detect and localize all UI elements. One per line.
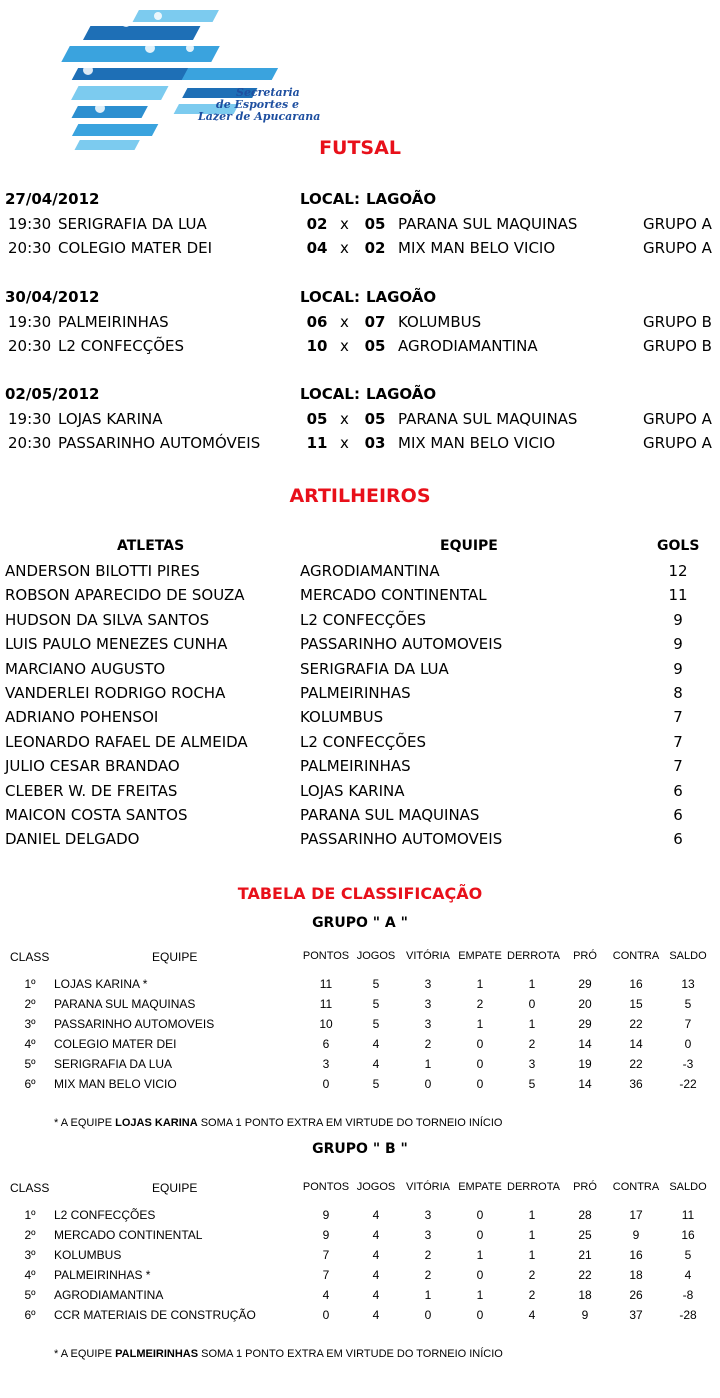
away-team: MIX MAN BELO VICIO xyxy=(398,239,556,257)
standings-row xyxy=(0,1268,720,1288)
home-score: 11 xyxy=(306,434,328,452)
table-header xyxy=(0,950,720,966)
standing-team: MIX MAN BELO VICIO xyxy=(54,1077,177,1091)
standing-pontos: 0 xyxy=(322,1308,330,1322)
scorer-goals: 6 xyxy=(673,830,683,849)
scorer-name: LUIS PAULO MENEZES CUNHA xyxy=(5,635,228,654)
standing-jogos: 4 xyxy=(372,1288,380,1302)
header-contra: CONTRA xyxy=(612,950,660,962)
scorer-row xyxy=(0,562,720,584)
standing-contra: 14 xyxy=(629,1037,643,1051)
standing-saldo: 0 xyxy=(684,1037,692,1051)
standing-derrota: 0 xyxy=(528,997,536,1011)
standing-vitoria: 0 xyxy=(424,1077,432,1091)
standing-empate: 0 xyxy=(476,1057,484,1071)
standing-contra: 22 xyxy=(629,1017,643,1031)
scorer-goals: 8 xyxy=(673,684,683,702)
standing-derrota: 1 xyxy=(528,1228,536,1242)
standing-team: CCR MATERIAIS DE CONSTRUÇÃO xyxy=(54,1308,256,1322)
versus-mark: x xyxy=(340,337,349,355)
standing-pro: 14 xyxy=(578,1037,592,1051)
standing-pro: 25 xyxy=(578,1228,592,1242)
local-value: LAGOÃO xyxy=(365,288,437,306)
standing-pontos: 10 xyxy=(319,1017,333,1031)
standing-derrota: 2 xyxy=(528,1268,536,1282)
scorer-goals: 6 xyxy=(673,781,683,800)
home-score: 05 xyxy=(306,410,328,428)
scorer-name: LEONARDO RAFAEL DE ALMEIDA xyxy=(5,732,248,751)
scorer-row xyxy=(0,757,720,779)
home-score: 10 xyxy=(306,337,328,355)
standing-empate: 1 xyxy=(476,1017,484,1031)
standing-position: 2º xyxy=(24,1228,36,1242)
scorer-team: PALMEIRINHAS xyxy=(300,684,411,702)
standing-derrota: 1 xyxy=(528,1017,536,1031)
standing-pro: 19 xyxy=(578,1057,592,1071)
scorer-name: ADRIANO POHENSOI xyxy=(5,708,159,727)
note-suffix: SOMA 1 PONTO EXTRA EM VIRTUDE DO TORNEIO INÍCIO xyxy=(197,1117,503,1129)
match-date: 02/05/2012 xyxy=(5,385,100,403)
standing-position: 5º xyxy=(24,1288,36,1302)
header-vitoria: VITÓRIA xyxy=(405,950,450,962)
standing-team: AGRODIAMANTINA xyxy=(54,1288,164,1302)
match-time: 20:30 xyxy=(8,434,52,452)
away-score: 05 xyxy=(364,410,386,428)
scorer-goals: 7 xyxy=(673,708,683,727)
standing-empate: 0 xyxy=(476,1208,484,1222)
standing-jogos: 5 xyxy=(372,997,380,1011)
standing-vitoria: 0 xyxy=(424,1308,432,1322)
note-prefix: * A EQUIPE xyxy=(54,1348,116,1360)
standings-row xyxy=(0,977,720,997)
scorer-name: CLEBER W. DE FREITAS xyxy=(5,781,178,800)
standing-empate: 0 xyxy=(476,1228,484,1242)
standing-pontos: 11 xyxy=(319,997,333,1011)
match-local xyxy=(300,385,436,403)
header-class: CLASS xyxy=(10,1181,50,1195)
scorer-name: HUDSON DA SILVA SANTOS xyxy=(5,610,210,629)
away-team: AGRODIAMANTINA xyxy=(398,337,538,355)
match-row xyxy=(0,313,720,333)
header-class: CLASS xyxy=(10,950,50,964)
standing-derrota: 5 xyxy=(528,1077,536,1091)
standing-saldo: -8 xyxy=(682,1288,694,1302)
match-group: GRUPO B xyxy=(643,337,712,355)
standing-vitoria: 1 xyxy=(424,1288,432,1302)
standing-vitoria: 3 xyxy=(424,1208,432,1222)
standing-saldo: -28 xyxy=(679,1308,697,1322)
standing-vitoria: 2 xyxy=(424,1268,432,1282)
local-label: LOCAL: xyxy=(300,190,360,208)
logo-line-2: de Esportes e xyxy=(216,98,300,111)
match-group: GRUPO A xyxy=(643,239,712,257)
header-derrota: DERROTA xyxy=(507,950,560,962)
home-team: PASSARINHO AUTOMÓVEIS xyxy=(58,434,261,452)
futsal-title: FUTSAL xyxy=(319,137,401,159)
scorer-team: SERIGRAFIA DA LUA xyxy=(300,659,449,678)
note-team: PALMEIRINHAS xyxy=(115,1348,199,1360)
scorer-goals: 9 xyxy=(673,635,683,654)
standing-pro: 28 xyxy=(578,1208,592,1222)
header-vitoria: VITÓRIA xyxy=(405,1181,450,1193)
standing-contra: 37 xyxy=(629,1308,643,1322)
scorer-team: AGRODIAMANTINA xyxy=(300,562,440,580)
scorer-name: VANDERLEI RODRIGO ROCHA xyxy=(5,684,226,702)
scorer-team: PASSARINHO AUTOMOVEIS xyxy=(300,635,503,654)
scorer-row xyxy=(0,684,720,706)
standing-pro: 14 xyxy=(578,1077,592,1091)
standing-contra: 16 xyxy=(629,977,643,991)
header-empate: EMPATE xyxy=(458,1181,502,1193)
scorer-team: L2 CONFECÇÕES xyxy=(300,610,427,629)
standing-pro: 21 xyxy=(578,1248,592,1262)
match-day xyxy=(0,288,720,368)
scorer-team: MERCADO CONTINENTAL xyxy=(300,586,487,605)
standing-contra: 15 xyxy=(629,997,643,1011)
standing-pontos: 0 xyxy=(322,1077,330,1091)
standing-jogos: 4 xyxy=(372,1057,380,1071)
versus-mark: x xyxy=(340,215,349,233)
standing-pontos: 11 xyxy=(319,977,333,991)
scorer-row xyxy=(0,635,720,657)
standing-position: 3º xyxy=(24,1248,36,1262)
standing-contra: 36 xyxy=(629,1077,643,1091)
standings-row xyxy=(0,1288,720,1308)
standing-contra: 18 xyxy=(629,1268,643,1282)
match-group: GRUPO A xyxy=(643,410,712,428)
standing-vitoria: 3 xyxy=(424,1017,432,1031)
standing-position: 3º xyxy=(24,1017,36,1031)
header-pro: PRÓ xyxy=(573,1181,597,1193)
away-score: 07 xyxy=(364,313,386,331)
header-equipe: EQUIPE xyxy=(152,1181,198,1195)
standing-position: 4º xyxy=(24,1037,36,1051)
scorer-goals: 11 xyxy=(668,586,688,605)
standing-derrota: 1 xyxy=(528,1248,536,1262)
header-saldo: SALDO xyxy=(669,1181,707,1193)
match-group: GRUPO B xyxy=(643,313,712,331)
header-pontos: PONTOS xyxy=(302,950,350,962)
standing-empate: 0 xyxy=(476,1077,484,1091)
standing-derrota: 1 xyxy=(528,1208,536,1222)
logo-line-1: Secretaria xyxy=(236,86,300,99)
scorer-name: ANDERSON BILOTTI PIRES xyxy=(5,562,200,580)
standing-derrota: 1 xyxy=(528,977,536,991)
standing-saldo: 5 xyxy=(684,997,692,1011)
versus-mark: x xyxy=(340,410,349,428)
local-value: LAGOÃO xyxy=(365,190,437,208)
standing-pontos: 7 xyxy=(322,1268,330,1282)
header-empate: EMPATE xyxy=(458,950,502,962)
standing-pontos: 4 xyxy=(322,1288,330,1302)
standing-derrota: 2 xyxy=(528,1037,536,1051)
local-label: LOCAL: xyxy=(300,385,360,403)
standing-position: 5º xyxy=(24,1057,36,1071)
standing-contra: 22 xyxy=(629,1057,643,1071)
secretaria-logo xyxy=(30,8,321,156)
classificacao-title: TABELA DE CLASSIFICAÇÃO xyxy=(237,884,483,903)
standing-pro: 9 xyxy=(581,1308,589,1322)
standing-team: L2 CONFECÇÕES xyxy=(54,1208,156,1222)
standing-pontos: 7 xyxy=(322,1248,330,1262)
standing-position: 1º xyxy=(24,1208,36,1222)
header-derrota: DERROTA xyxy=(507,1181,560,1193)
artilheiros-title: ARTILHEIROS xyxy=(289,485,431,507)
match-time: 19:30 xyxy=(8,215,52,233)
standing-vitoria: 2 xyxy=(424,1037,432,1051)
scorer-row xyxy=(0,708,720,730)
match-local xyxy=(300,190,436,208)
standing-vitoria: 3 xyxy=(424,1228,432,1242)
standing-contra: 16 xyxy=(629,1248,643,1262)
scorer-row xyxy=(0,611,720,633)
scorer-name: MAICON COSTA SANTOS xyxy=(5,806,188,824)
away-team: PARANA SUL MAQUINAS xyxy=(398,410,578,428)
scorer-name: ROBSON APARECIDO DE SOUZA xyxy=(5,586,245,605)
logo-line-3: Lazer de Apucarana xyxy=(198,110,321,123)
standing-jogos: 4 xyxy=(372,1308,380,1322)
standing-empate: 2 xyxy=(476,997,484,1011)
standing-team: LOJAS KARINA * xyxy=(54,977,148,991)
match-row xyxy=(0,337,720,357)
standing-pro: 29 xyxy=(578,977,592,991)
standing-vitoria: 1 xyxy=(424,1057,432,1071)
standing-vitoria: 2 xyxy=(424,1248,432,1262)
scorer-goals: 12 xyxy=(668,562,688,580)
scorer-team: LOJAS KARINA xyxy=(300,781,405,800)
scorer-name: MARCIANO AUGUSTO xyxy=(5,659,166,678)
standing-pro: 22 xyxy=(578,1268,592,1282)
match-row xyxy=(0,410,720,430)
standing-derrota: 3 xyxy=(528,1057,536,1071)
header-contra: CONTRA xyxy=(612,1181,660,1193)
grupo-b-title: GRUPO " B " xyxy=(312,1141,408,1157)
standing-derrota: 4 xyxy=(528,1308,536,1322)
scorer-goals: 9 xyxy=(673,610,683,629)
scorer-team: KOLUMBUS xyxy=(300,708,384,727)
standing-empate: 1 xyxy=(476,977,484,991)
scorer-row xyxy=(0,782,720,804)
table-header xyxy=(0,1181,720,1197)
match-group: GRUPO A xyxy=(643,434,712,452)
header-atletas: ATLETAS xyxy=(117,538,185,554)
header-jogos: JOGOS xyxy=(356,1181,396,1193)
standing-jogos: 4 xyxy=(372,1228,380,1242)
standing-jogos: 4 xyxy=(372,1248,380,1262)
home-score: 04 xyxy=(306,239,328,257)
standing-jogos: 4 xyxy=(372,1268,380,1282)
away-score: 05 xyxy=(364,337,386,355)
match-date: 27/04/2012 xyxy=(5,190,100,208)
standing-vitoria: 3 xyxy=(424,997,432,1011)
away-score: 05 xyxy=(364,215,386,233)
header-gols: GOLS xyxy=(657,538,700,554)
scorer-team: PASSARINHO AUTOMOVEIS xyxy=(300,830,503,849)
standing-pro: 18 xyxy=(578,1288,592,1302)
grupo-a-title: GRUPO " A " xyxy=(312,915,408,931)
standing-empate: 0 xyxy=(476,1037,484,1051)
standings-row xyxy=(0,1248,720,1268)
standing-pontos: 3 xyxy=(322,1057,330,1071)
header-pontos: PONTOS xyxy=(302,1181,350,1193)
header-pro: PRÓ xyxy=(573,950,597,962)
standing-vitoria: 3 xyxy=(424,977,432,991)
scorer-row xyxy=(0,586,720,608)
scorer-team: PALMEIRINHAS xyxy=(300,757,411,776)
match-time: 20:30 xyxy=(8,337,52,355)
standing-pro: 29 xyxy=(578,1017,592,1031)
standing-saldo: 7 xyxy=(684,1017,692,1031)
standing-saldo: 5 xyxy=(684,1248,692,1262)
standings-row xyxy=(0,997,720,1017)
standing-position: 6º xyxy=(24,1077,36,1091)
standing-jogos: 5 xyxy=(372,977,380,991)
away-score: 03 xyxy=(364,434,386,452)
standing-pro: 20 xyxy=(578,997,592,1011)
standing-position: 1º xyxy=(24,977,36,991)
standings-row xyxy=(0,1077,720,1097)
match-time: 20:30 xyxy=(8,239,52,257)
standing-position: 6º xyxy=(24,1308,36,1322)
standing-contra: 17 xyxy=(629,1208,643,1222)
local-value: LAGOÃO xyxy=(365,385,437,403)
note-suffix: SOMA 1 PONTO EXTRA EM VIRTUDE DO TORNEIO INÍCIO xyxy=(198,1348,503,1360)
standings-row xyxy=(0,1017,720,1037)
standing-contra: 9 xyxy=(632,1228,640,1242)
standing-saldo: -22 xyxy=(679,1077,697,1091)
home-score: 02 xyxy=(306,215,328,233)
standings-row xyxy=(0,1037,720,1057)
standing-saldo: 13 xyxy=(681,977,695,991)
standing-saldo: 4 xyxy=(684,1268,692,1282)
standing-jogos: 5 xyxy=(372,1077,380,1091)
scorer-row xyxy=(0,733,720,755)
header-jogos: JOGOS xyxy=(356,950,396,962)
standing-pontos: 9 xyxy=(322,1208,330,1222)
versus-mark: x xyxy=(340,239,349,257)
scorer-row xyxy=(0,660,720,682)
standing-jogos: 4 xyxy=(372,1037,380,1051)
scorer-team: L2 CONFECÇÕES xyxy=(300,732,427,751)
standing-team: PASSARINHO AUTOMOVEIS xyxy=(54,1017,215,1031)
scorer-name: DANIEL DELGADO xyxy=(5,830,140,849)
scorer-goals: 7 xyxy=(673,732,683,751)
scorer-goals: 7 xyxy=(673,757,683,776)
header-equipe: EQUIPE xyxy=(152,950,198,964)
header-saldo: SALDO xyxy=(669,950,707,962)
standing-team: COLEGIO MATER DEI xyxy=(54,1037,177,1051)
local-label: LOCAL: xyxy=(300,288,360,306)
home-team: SERIGRAFIA DA LUA xyxy=(58,215,207,233)
standing-saldo: 16 xyxy=(681,1228,695,1242)
home-score: 06 xyxy=(306,313,328,331)
standing-team: PARANA SUL MAQUINAS xyxy=(54,997,196,1011)
standing-empate: 1 xyxy=(476,1288,484,1302)
home-team: COLEGIO MATER DEI xyxy=(58,239,213,257)
standing-contra: 26 xyxy=(629,1288,643,1302)
standing-position: 2º xyxy=(24,997,36,1011)
home-team: L2 CONFECÇÕES xyxy=(58,337,185,355)
standing-empate: 0 xyxy=(476,1308,484,1322)
grupo-b-note xyxy=(54,1348,503,1360)
standing-empate: 1 xyxy=(476,1248,484,1262)
standing-team: KOLUMBUS xyxy=(54,1248,122,1262)
standings-row xyxy=(0,1208,720,1228)
home-team: LOJAS KARINA xyxy=(58,410,163,428)
versus-mark: x xyxy=(340,313,349,331)
standing-team: PALMEIRINHAS * xyxy=(54,1268,151,1282)
standings-row xyxy=(0,1308,720,1328)
standing-team: SERIGRAFIA DA LUA xyxy=(54,1057,173,1071)
away-team: MIX MAN BELO VICIO xyxy=(398,434,556,452)
standing-saldo: 11 xyxy=(681,1208,695,1222)
scorer-row xyxy=(0,830,720,852)
match-group: GRUPO A xyxy=(643,215,712,233)
standings-row xyxy=(0,1228,720,1248)
match-day xyxy=(0,190,720,270)
match-date: 30/04/2012 xyxy=(5,288,100,306)
match-time: 19:30 xyxy=(8,313,52,331)
match-row xyxy=(0,215,720,235)
standing-team: MERCADO CONTINENTAL xyxy=(54,1228,203,1242)
versus-mark: x xyxy=(340,434,349,452)
away-team: PARANA SUL MAQUINAS xyxy=(398,215,578,233)
match-row xyxy=(0,434,720,454)
standing-saldo: -3 xyxy=(682,1057,694,1071)
scorer-name: JULIO CESAR BRANDAO xyxy=(5,757,180,776)
away-score: 02 xyxy=(364,239,386,257)
scorer-row xyxy=(0,806,720,828)
match-day xyxy=(0,385,720,465)
away-team: KOLUMBUS xyxy=(398,313,482,331)
standing-empate: 0 xyxy=(476,1268,484,1282)
standing-derrota: 2 xyxy=(528,1288,536,1302)
header-equipe: EQUIPE xyxy=(440,538,498,554)
scorer-goals: 6 xyxy=(673,806,683,824)
standings-row xyxy=(0,1057,720,1077)
grupo-a-note xyxy=(54,1117,502,1129)
scorer-team: PARANA SUL MAQUINAS xyxy=(300,806,480,824)
home-team: PALMEIRINHAS xyxy=(58,313,169,331)
standing-jogos: 4 xyxy=(372,1208,380,1222)
standing-pontos: 9 xyxy=(322,1228,330,1242)
match-time: 19:30 xyxy=(8,410,52,428)
scorer-goals: 9 xyxy=(673,659,683,678)
match-row xyxy=(0,239,720,259)
standing-jogos: 5 xyxy=(372,1017,380,1031)
standing-pontos: 6 xyxy=(322,1037,330,1051)
note-team: LOJAS KARINA xyxy=(115,1117,198,1129)
standing-position: 4º xyxy=(24,1268,36,1282)
match-local xyxy=(300,288,436,306)
note-prefix: * A EQUIPE xyxy=(54,1117,116,1129)
